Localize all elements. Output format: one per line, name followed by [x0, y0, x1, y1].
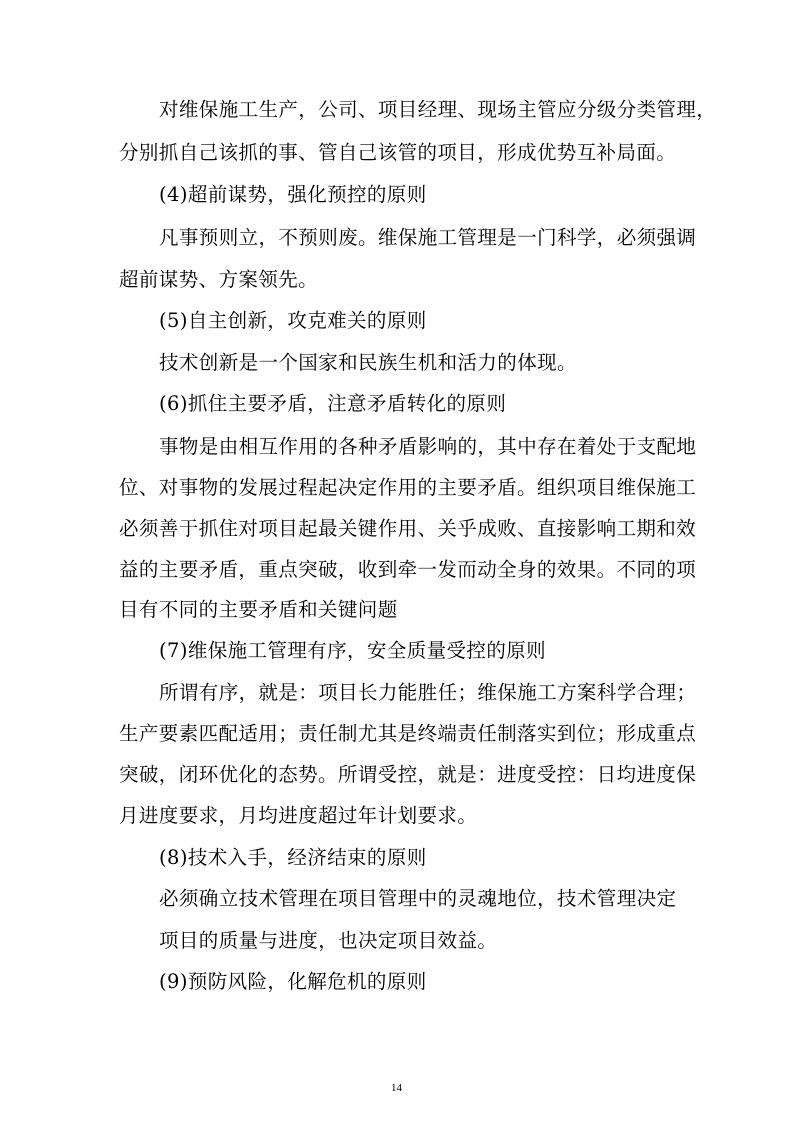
page-number: 14 — [391, 1082, 402, 1094]
section-heading: (6)抓住主要矛盾，注意矛盾转化的原则 — [159, 392, 507, 415]
section-heading: (4)超前谋势，强化预控的原则 — [159, 183, 427, 206]
paragraph-line: 事物是由相互作用的各种矛盾影响的，其中存在着处于支配地 — [159, 435, 697, 458]
paragraph-line: 益的主要矛盾，重点突破，收到牵一发而动全身的效果。不同的项 — [119, 558, 697, 581]
paragraph-line: 项目的质量与进度，也决定项目效益。 — [159, 929, 498, 952]
section-heading: (7)维保施工管理有序，安全质量受控的原则 — [159, 639, 547, 662]
paragraph-line: 目有不同的主要矛盾和关键问题 — [119, 598, 398, 621]
paragraph-line: 突破，闭环优化的态势。所谓受控，就是：进度受控：日均进度保 — [119, 763, 697, 786]
paragraph-line: 生产要素匹配适用；责任制尤其是终端责任制落实到位；形成重点 — [119, 722, 697, 745]
paragraph-line: 所谓有序，就是：项目长力能胜任；维保施工方案科学合理； — [159, 681, 697, 704]
paragraph-line: 分别抓自己该抓的事、管自己该管的项目，形成优势互补局面。 — [119, 141, 677, 164]
paragraph-line: 必须善于抓住对项目起最关键作用、关乎成败、直接影响工期和效 — [119, 517, 697, 540]
paragraph-line: 月进度要求，月均进度超过年计划要求。 — [119, 804, 478, 827]
paragraph-line: 凡事预则立，不预则废。维保施工管理是一门科学，必须强调 — [159, 226, 697, 249]
section-heading: (8)技术入手，经济结束的原则 — [159, 846, 427, 869]
paragraph-line: 对维保施工生产，公司、项目经理、现场主管应分级分类管理， — [159, 98, 717, 121]
section-heading: (9)预防风险，化解危机的原则 — [159, 970, 427, 993]
paragraph-line: 超前谋势、方案领先。 — [119, 268, 319, 291]
paragraph-line: 技术创新是一个国家和民族生机和活力的体现。 — [159, 351, 577, 374]
paragraph-line: 位、对事物的发展过程起决定作用的主要矛盾。组织项目维保施工 — [119, 476, 697, 499]
paragraph-line: 必须确立技术管理在项目管理中的灵魂地位，技术管理决定 — [159, 887, 677, 910]
section-heading: (5)自主创新，攻克难关的原则 — [159, 309, 427, 332]
